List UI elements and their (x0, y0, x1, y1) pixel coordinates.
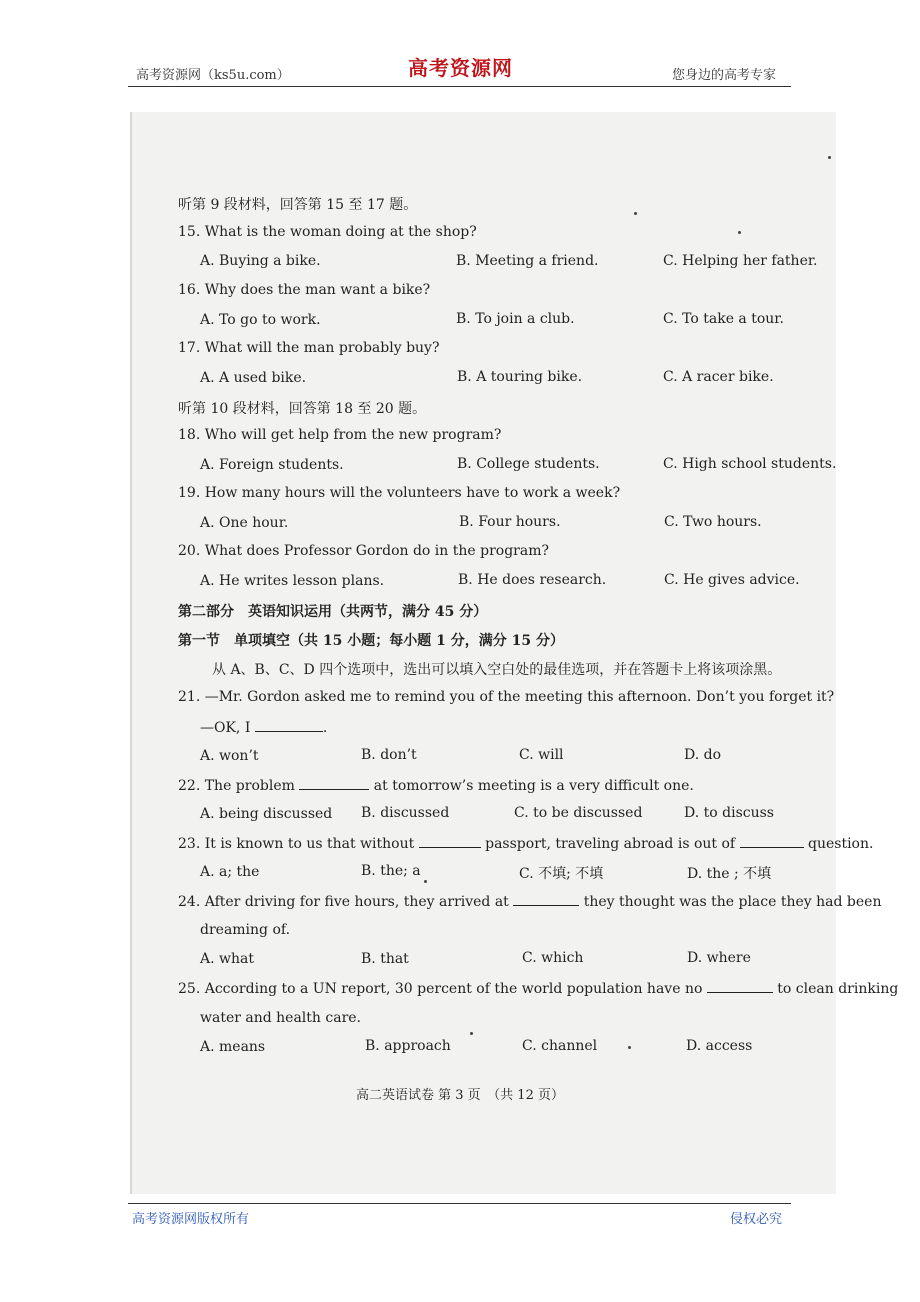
q25-option-c: C. channel (522, 1038, 598, 1054)
scan-speck (634, 212, 637, 215)
q20-stem: 20. What does Professor Gordon do in the program? (178, 543, 549, 559)
q15-option-c: C. Helping her father. (663, 253, 818, 269)
q23-blank-1 (419, 835, 481, 848)
q24-option-a: A. what (200, 951, 254, 967)
q17-option-b: B. A touring bike. (457, 369, 583, 385)
q23-stem-part2: passport, traveling abroad is out of (485, 836, 736, 852)
q22-stem-part2: at tomorrow’s meeting is a very difficult one. (373, 778, 694, 794)
q21-option-d: D. do (684, 747, 722, 763)
section-1-heading: 第一节 单项填空（共 15 小题；每小题 1 分，满分 15 分） (178, 633, 564, 649)
q20-option-c: C. He gives advice. (664, 572, 800, 588)
page-number: 高二英语试卷 第 3 页 （共 12 页） (356, 1088, 564, 1103)
footer-copyright: 高考资源网版权所有 (132, 1212, 250, 1227)
q24-stem-part2: they thought was the place they had been (583, 894, 882, 910)
q19-option-c: C. Two hours. (664, 514, 762, 530)
q24-stem (178, 893, 881, 910)
q25-option-b: B. approach (365, 1038, 451, 1054)
q25-stem (178, 980, 898, 997)
q22-option-c: C. to be discussed (514, 805, 643, 821)
q15-stem: 15. What is the woman doing at the shop? (178, 224, 477, 240)
scan-speck (424, 880, 427, 883)
q23-stem (178, 835, 873, 852)
q19-option-b: B. Four hours. (459, 514, 561, 530)
q24-option-b: B. that (361, 951, 409, 967)
q24-stem-continued: dreaming of. (200, 922, 291, 938)
part-2-heading: 第二部分 英语知识运用（共两节，满分 45 分） (178, 604, 488, 620)
q22-blank (299, 777, 369, 790)
scan-speck (738, 231, 741, 234)
q25-stem-part2: to clean drinking (777, 981, 899, 997)
q18-option-a: A. Foreign students. (200, 457, 344, 473)
header-site-name: 高考资源网（ks5u.com） (136, 68, 290, 83)
q16-stem: 16. Why does the man want a bike? (178, 282, 431, 298)
section-9-heading: 听第 9 段材料，回答第 15 至 17 题。 (178, 197, 418, 213)
q21-reply-end: . (322, 720, 328, 736)
header-slogan: 您身边的高考专家 (672, 68, 777, 83)
q25-stem-continued: water and health care. (200, 1010, 361, 1026)
q24-stem-part1: 24. After driving for five hours, they arrived at (178, 894, 509, 910)
q22-option-a: A. being discussed (200, 806, 333, 822)
q17-option-a: A. A used bike. (200, 370, 307, 386)
q22-stem (178, 777, 694, 794)
q16-option-b: B. To join a club. (456, 311, 575, 327)
q17-option-c: C. A racer bike. (663, 369, 774, 385)
q15-option-b: B. Meeting a friend. (456, 253, 599, 269)
section-10-heading: 听第 10 段材料，回答第 18 至 20 题。 (178, 401, 427, 417)
q23-option-b: B. the; a (361, 863, 421, 879)
q21-reply-text: —OK, I (200, 720, 251, 736)
q23-stem-part3: question. (808, 836, 874, 852)
q22-option-d: D. to discuss (684, 805, 774, 821)
q25-stem-part1: 25. According to a UN report, 30 percent of the world population have no (178, 981, 703, 997)
q23-option-a: A. a; the (200, 864, 260, 880)
q24-option-d: D. where (687, 950, 751, 966)
q21-option-a: A. won’t (200, 748, 259, 764)
q20-option-b: B. He does research. (458, 572, 607, 588)
q21-option-b: B. don’t (361, 747, 417, 763)
q21-blank (255, 719, 323, 732)
q18-option-c: C. High school students. (663, 456, 837, 472)
q18-option-b: B. College students. (457, 456, 600, 472)
scan-speck (828, 156, 831, 159)
q17-stem: 17. What will the man probably buy? (178, 340, 440, 356)
q23-option-c: C. 不填; 不填 (519, 866, 604, 882)
q20-option-a: A. He writes lesson plans. (200, 573, 385, 589)
q23-blank-2 (740, 835, 804, 848)
q22-stem-part1: 22. The problem (178, 778, 295, 794)
q21-option-c: C. will (519, 747, 564, 763)
q15-option-a: A. Buying a bike. (200, 253, 321, 269)
q25-option-d: D. access (686, 1038, 753, 1054)
instruction-text: 从 A、B、C、D 四个选项中，选出可以填入空白处的最佳选项，并在答题卡上将该项涂黑。 (212, 662, 782, 678)
q25-option-a: A. means (200, 1039, 266, 1055)
q16-option-c: C. To take a tour. (663, 311, 784, 327)
q19-stem: 19. How many hours will the volunteers have to work a week? (178, 485, 621, 501)
q21-reply (200, 719, 327, 736)
footer-divider (128, 1203, 791, 1204)
q24-blank (513, 893, 579, 906)
q21-stem: 21. —Mr. Gordon asked me to remind you of the meeting this afternoon. Don’t you forget it? (178, 689, 835, 705)
q25-blank (707, 980, 773, 993)
q23-option-d: D. the ; 不填 (687, 866, 772, 882)
q23-stem-part1: 23. It is known to us that without (178, 836, 415, 852)
q24-option-c: C. which (522, 950, 584, 966)
q18-stem: 18. Who will get help from the new program? (178, 427, 502, 443)
q19-option-a: A. One hour. (200, 515, 289, 531)
q22-option-b: B. discussed (361, 805, 450, 821)
q16-option-a: A. To go to work. (200, 312, 321, 328)
footer-rights-notice: 侵权必究 (730, 1212, 783, 1227)
header-logo-text: 高考资源网 (408, 56, 513, 80)
scan-speck (470, 1032, 473, 1035)
scan-speck (628, 1046, 631, 1049)
